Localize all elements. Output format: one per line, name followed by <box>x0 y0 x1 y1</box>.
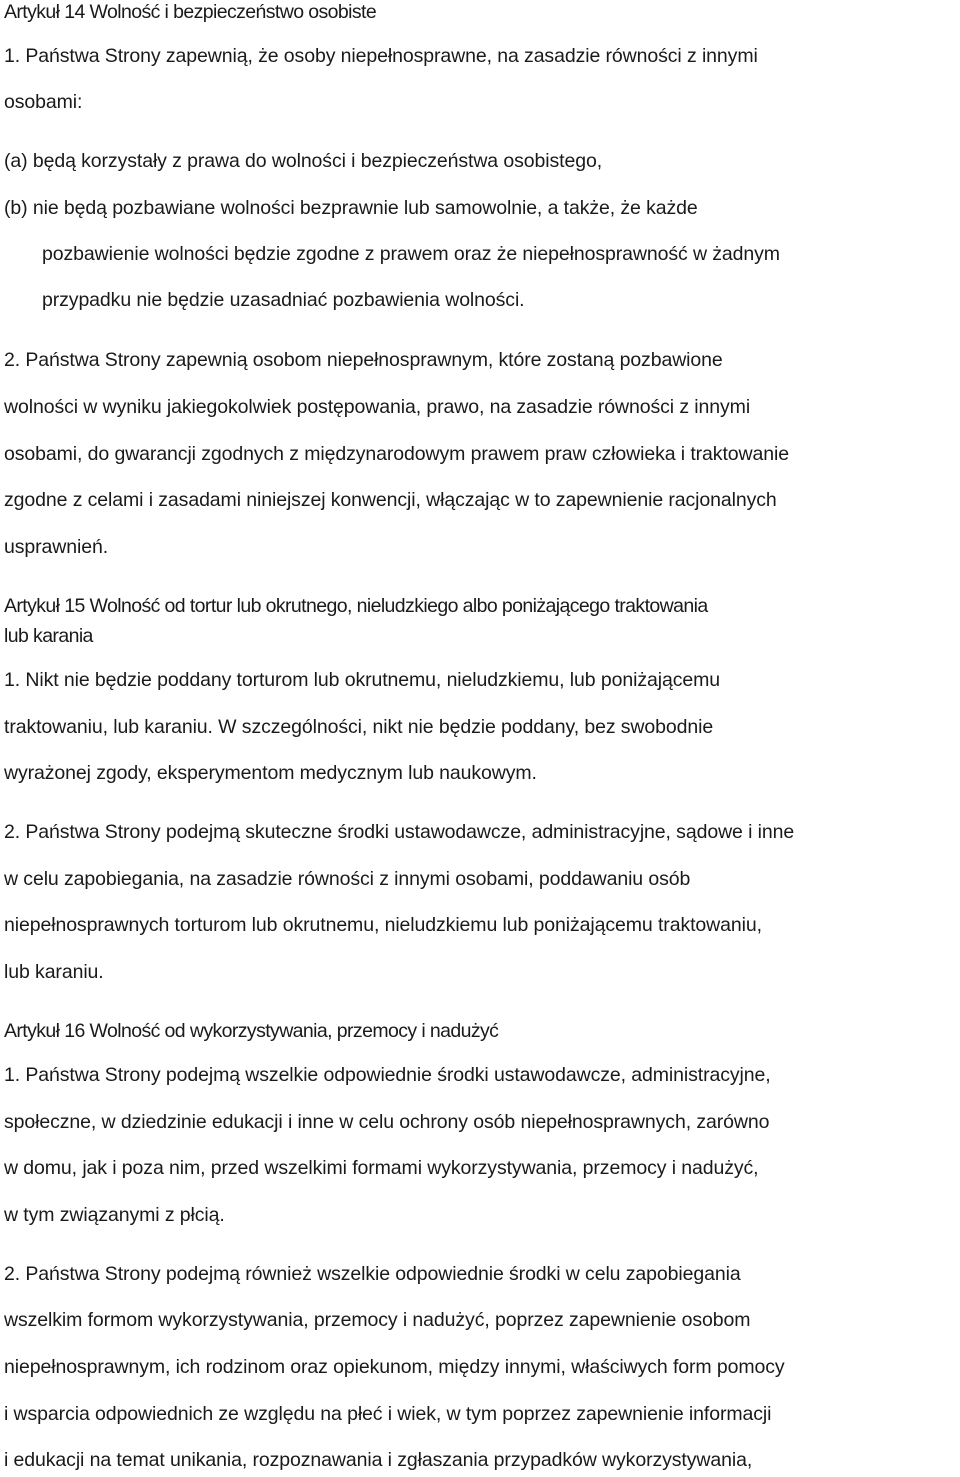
article-16-paragraph-1-line-4: w tym związanymi z płcią. <box>4 1204 225 1226</box>
article-16-paragraph-2-line-5: i edukacji na temat unikania, rozpoznawania i zgłaszania przypadków wykorzystywania, <box>4 1449 753 1471</box>
article-16-paragraph-2-line-2: wszelkim formom wykorzystywania, przemocy i nadużyć, poprzez zapewnienie osobom <box>4 1309 751 1331</box>
article-15-paragraph-1-line-2: traktowaniu, lub karaniu. W szczególności, nikt nie będzie poddany, bez swobodnie <box>4 716 714 738</box>
article-15-paragraph-2-line-3: niepełnosprawnych torturom lub okrutnemu, nieludzkiemu lub poniżającemu traktowaniu, <box>4 914 762 936</box>
article-14-item-b-line-2: pozbawienie wolności będzie zgodne z prawem oraz że niepełnosprawność w żadnym <box>42 243 780 265</box>
article-16-paragraph-1-line-2: społeczne, w dziedzinie edukacji i inne w celu ochrony osób niepełnosprawnych, zarówno <box>4 1111 770 1133</box>
article-16-paragraph-2-line-3: niepełnosprawnym, ich rodzinom oraz opiekunom, między innymi, właściwych form pomocy <box>4 1356 785 1378</box>
article-15-paragraph-2-line-4: lub karaniu. <box>4 961 104 983</box>
article-16-paragraph-1-line-3: w domu, jak i poza nim, przed wszelkimi formami wykorzystywania, przemocy i nadużyć, <box>4 1157 759 1179</box>
article-14-paragraph-2-line-3: osobami, do gwarancji zgodnych z międzynarodowym prawem praw człowieka i traktowanie <box>4 443 789 465</box>
article-15-paragraph-2-line-2: w celu zapobiegania, na zasadzie równości z innymi osobami, poddawaniu osób <box>4 868 691 890</box>
article-14-item-a: (a) będą korzystały z prawa do wolności i bezpieczeństwa osobistego, <box>4 150 603 172</box>
article-14-paragraph-2-line-4: zgodne z celami i zasadami niniejszej konwencji, włączając w to zapewnienie racjonalnych <box>4 489 777 511</box>
article-15-heading-line-2: lub karania <box>4 625 93 647</box>
article-14-paragraph-2-line-1: 2. Państwa Strony zapewnią osobom niepełnosprawnym, które zostaną pozbawione <box>4 349 723 371</box>
article-14-item-b-line-3: przypadku nie będzie uzasadniać pozbawienia wolności. <box>42 289 525 311</box>
article-16-heading: Artykuł 16 Wolność od wykorzystywania, przemocy i nadużyć <box>4 1020 499 1042</box>
article-16-paragraph-1-line-1: 1. Państwa Strony podejmą wszelkie odpowiednie środki ustawodawcze, administracyjne, <box>4 1064 771 1086</box>
article-14-item-b-line-1: (b) nie będą pozbawiane wolności bezprawnie lub samowolnie, a także, że każde <box>4 197 698 219</box>
article-15-heading-line-1: Artykuł 15 Wolność od tortur lub okrutnego, nieludzkiego albo poniżającego traktowania <box>4 595 708 617</box>
article-14-paragraph-2-line-2: wolności w wyniku jakiegokolwiek postępowania, prawo, na zasadzie równości z innymi <box>4 396 751 418</box>
article-15-paragraph-2-line-1: 2. Państwa Strony podejmą skuteczne środki ustawodawcze, administracyjne, sądowe i inne <box>4 821 795 843</box>
article-15-paragraph-1-line-1: 1. Nikt nie będzie poddany torturom lub okrutnemu, nieludzkiemu, lub poniżającemu <box>4 669 720 691</box>
article-14-paragraph-2-line-5: usprawnień. <box>4 536 109 558</box>
article-14-paragraph-1-line-2: osobami: <box>4 91 83 113</box>
article-14-heading: Artykuł 14 Wolność i bezpieczeństwo osobiste <box>4 1 377 23</box>
article-16-paragraph-2-line-1: 2. Państwa Strony podejmą również wszelkie odpowiednie środki w celu zapobiegania <box>4 1263 741 1285</box>
article-14-paragraph-1-line-1: 1. Państwa Strony zapewnią, że osoby niepełnosprawne, na zasadzie równości z innymi <box>4 45 758 67</box>
article-16-paragraph-2-line-4: i wsparcia odpowiednich ze względu na płeć i wiek, w tym poprzez zapewnienie informacji <box>4 1403 772 1425</box>
article-15-paragraph-1-line-3: wyrażonej zgody, eksperymentom medycznym lub naukowym. <box>4 762 537 784</box>
